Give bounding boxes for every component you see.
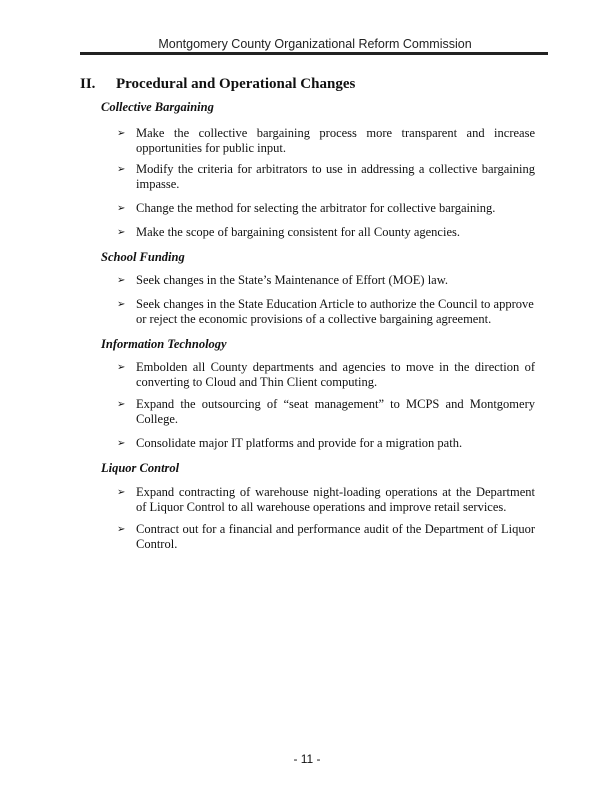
section-title-text: Procedural and Operational Changes xyxy=(116,76,356,92)
arrow-bullet-icon: ➢ xyxy=(117,203,126,214)
subheading-liquor-control: Liquor Control xyxy=(101,461,180,475)
list-item: ➢ Make the scope of bargaining consistent for all County agencies. xyxy=(117,225,460,239)
subheading-information-technology: Information Technology xyxy=(101,337,227,351)
list-item: ➢ Embolden all County departments and agencies to move in the direction of converting to Cloud and Thin Client computing. xyxy=(117,360,535,389)
arrow-bullet-icon: ➢ xyxy=(117,227,126,238)
arrow-bullet-icon: ➢ xyxy=(117,487,126,498)
arrow-bullet-icon: ➢ xyxy=(117,362,126,373)
running-header: Montgomery County Organizational Reform Commission xyxy=(158,37,472,51)
arrow-bullet-icon: ➢ xyxy=(117,438,126,449)
arrow-bullet-icon: ➢ xyxy=(117,299,126,310)
subheading-collective-bargaining: Collective Bargaining xyxy=(101,100,214,114)
list-item: ➢ Make the collective bargaining process more transparent and increase opportunities for public input. xyxy=(117,126,535,155)
list-item: ➢ Change the method for selecting the arbitrator for collective bargaining. xyxy=(117,201,496,215)
arrow-bullet-icon: ➢ xyxy=(117,524,126,535)
arrow-bullet-icon: ➢ xyxy=(117,128,126,139)
arrow-bullet-icon: ➢ xyxy=(117,275,126,286)
list-item: ➢ Contract out for a financial and performance audit of the Department of Liquor Control. xyxy=(117,522,535,551)
list-item: ➢ Modify the criteria for arbitrators to use in addressing a collective bargaining impasse. xyxy=(117,162,535,191)
header-rule xyxy=(80,52,548,55)
section-number: II. xyxy=(80,76,96,92)
list-item: ➢ Seek changes in the State’s Maintenance of Effort (MOE) law. xyxy=(117,273,449,287)
arrow-bullet-icon: ➢ xyxy=(117,399,126,410)
list-item: ➢ Seek changes in the State Education Article to authorize the Council to approve or reject the economic provisions of a collective bargaining agreement. xyxy=(117,297,534,326)
list-item: ➢ Expand contracting of warehouse night-loading operations at the Department of Liquor Control to all warehouse operations and improve retail services. xyxy=(117,485,535,514)
list-item: ➢ Expand the outsourcing of “seat management” to MCPS and Montgomery College. xyxy=(117,397,535,426)
arrow-bullet-icon: ➢ xyxy=(117,164,126,175)
list-item: ➢ Consolidate major IT platforms and provide for a migration path. xyxy=(117,436,463,450)
subheading-school-funding: School Funding xyxy=(101,250,185,264)
page-number: - 11 - xyxy=(293,752,321,766)
section-title xyxy=(80,76,355,93)
